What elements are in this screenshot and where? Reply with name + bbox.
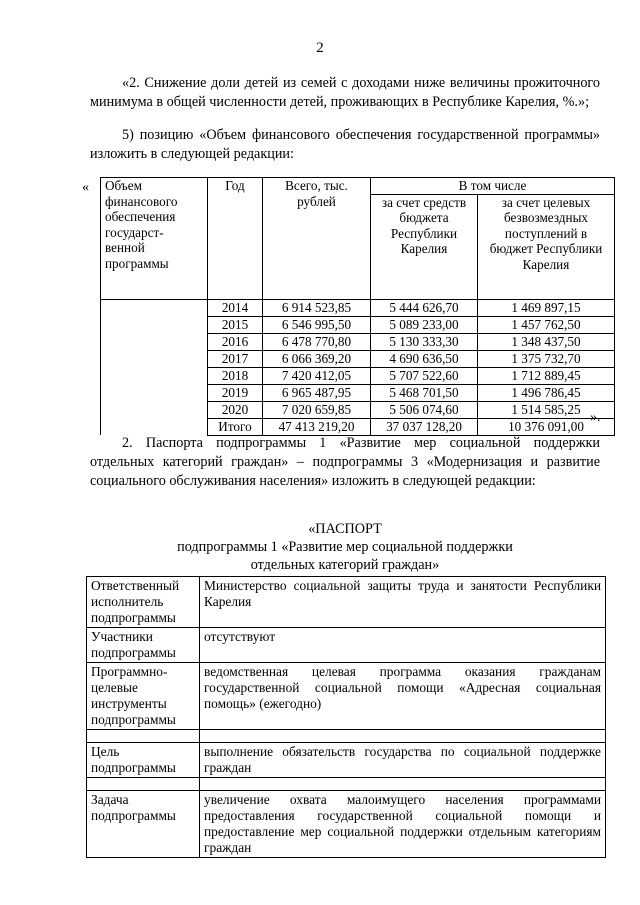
passport-subtitle-line-2: отдельных категорий граждан» [250, 557, 440, 573]
col-year: Год [225, 178, 245, 193]
col-year-header [208, 178, 263, 300]
cell-grants: 1 514 585,25 [478, 401, 615, 418]
cell-grants: 1 496 786,45 [478, 384, 615, 401]
col-including-header [371, 178, 615, 195]
row-value: выполнение обязательств государства по социальной поддержке граждан [200, 743, 606, 778]
cell-total: 6 546 995,50 [263, 316, 371, 333]
cell-grants: 1 348 437,50 [478, 333, 615, 350]
cell-budget: 5 444 626,70 [371, 299, 478, 316]
cell-total: 6 066 369,20 [263, 350, 371, 367]
cell-budget: 5 506 074,60 [371, 401, 478, 418]
row-label: Программно-целевые инструменты подпрограммы [87, 663, 200, 730]
col-grants: за счет целевых безвозмездных поступлений в бюджет Республики Карелия [489, 194, 603, 272]
passport-title: «ПАСПОРТ [308, 521, 382, 537]
cell-grants: 1 457 762,50 [478, 316, 615, 333]
funding-table [100, 177, 615, 436]
cell-year: 2020 [208, 401, 263, 418]
cell-year: 2017 [208, 350, 263, 367]
row-value: увеличение охвата малоимущего населения программами предоставления государственной социальной помощи и предоставление мер социальной поддержки отдельным категориям граждан [200, 791, 606, 858]
cell-total: 6 478 770,80 [263, 333, 371, 350]
row-value: ведомственная целевая программа оказания гражданам государственной социальной помощи «Адресная социальная помощь» (ежегодно) [200, 663, 606, 730]
col-label: Объем финансового обеспечения государст-венной программы [105, 178, 178, 271]
paragraph-funding-position: 5) позицию «Объем финансового обеспечения государственной программы» изложить в следующей редакции: [90, 127, 600, 162]
table-row [87, 577, 606, 628]
cell-total: 6 914 523,85 [263, 299, 371, 316]
cell-total: 7 420 412,05 [263, 367, 371, 384]
paragraph-passports: 2. Паспорта подпрограммы 1 «Развитие мер социальной поддержки отдельных категорий граждан» – подпрограммы 3 «Модернизация и развитие социального обслуживания населения» изложить в следующей редакции: [90, 435, 600, 489]
cell-total: 47 413 219,20 [263, 418, 371, 435]
row-value: Министерство социальной защиты труда и занятости Республики Карелия [200, 577, 606, 628]
table-row [87, 628, 606, 663]
cell-budget: 5 707 522,60 [371, 367, 478, 384]
row-label: Ответственный исполнитель подпрограммы [87, 577, 200, 628]
open-quote: « [82, 180, 89, 195]
page-number: 2 [316, 40, 324, 56]
row-label: Задача подпрограммы [87, 791, 200, 858]
col-grants-header [478, 194, 615, 299]
paragraph-target-indicator: «2. Снижение доли детей из семей с доходами ниже величины прожиточного минимума в общей численности детей, проживающих в Республике Карелия, %.»; [90, 75, 600, 110]
close-quote: ». [590, 410, 601, 425]
row-label: Цель подпрограммы [87, 743, 200, 778]
table-row [87, 663, 606, 730]
row-label: Участники подпрограммы [87, 628, 200, 663]
cell-grants: 1 375 732,70 [478, 350, 615, 367]
cell-year: 2015 [208, 316, 263, 333]
col-including: В том числе [458, 178, 527, 193]
table-row [101, 299, 615, 316]
col-budget-header [371, 194, 478, 299]
row-value: отсутствуют [200, 628, 606, 663]
cell-budget: 5 468 701,50 [371, 384, 478, 401]
cell-budget: 37 037 128,20 [371, 418, 478, 435]
cell-grants: 1 712 889,45 [478, 367, 615, 384]
passport-subtitle-line-1: подпрограммы 1 «Развитие мер социальной поддержки [177, 539, 513, 555]
col-total-header [263, 178, 371, 300]
cell-grants: 10 376 091,00 [478, 418, 615, 435]
col-total: Всего, тыс. рублей [285, 178, 348, 209]
cell-budget: 4 690 636,50 [371, 350, 478, 367]
cell-budget: 5 130 333,30 [371, 333, 478, 350]
cell-total: 6 965 487,95 [263, 384, 371, 401]
passport-table [86, 576, 606, 858]
cell-year: 2018 [208, 367, 263, 384]
cell-year: 2019 [208, 384, 263, 401]
cell-year: 2016 [208, 333, 263, 350]
table-row [87, 791, 606, 858]
cell-budget: 5 089 233,00 [371, 316, 478, 333]
col-label-cell [101, 178, 208, 300]
cell-total: 7 020 659,85 [263, 401, 371, 418]
empty-label-cell [101, 299, 208, 435]
cell-year: 2014 [208, 299, 263, 316]
table-row [87, 743, 606, 778]
cell-year: Итого [208, 418, 263, 435]
col-budget: за счет средств бюджета Республики Карелия [381, 194, 467, 256]
cell-grants: 1 469 897,15 [478, 299, 615, 316]
